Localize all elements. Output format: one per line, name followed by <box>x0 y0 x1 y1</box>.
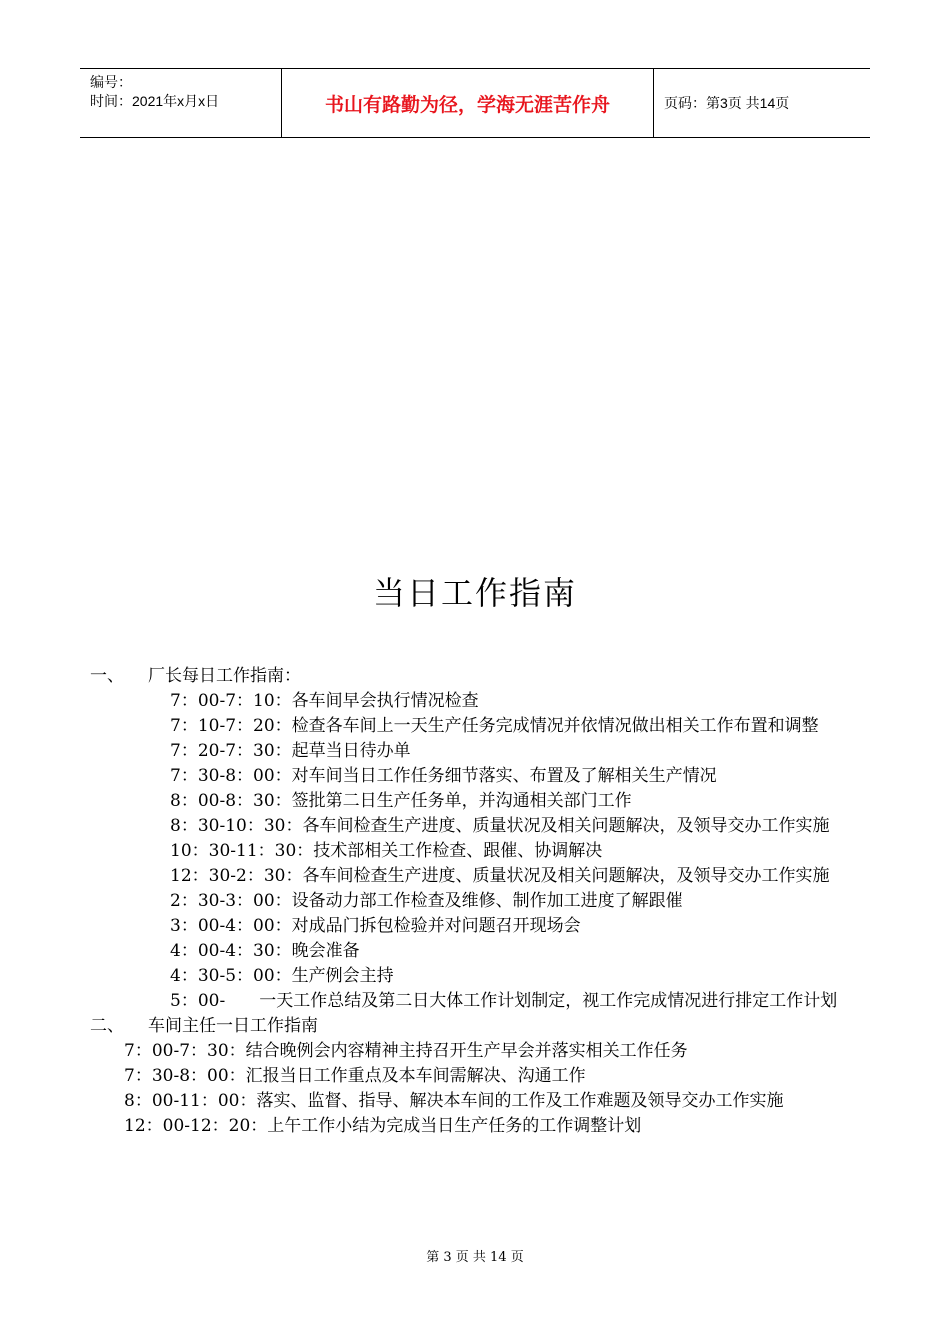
header-meta <box>80 69 282 137</box>
schedule-item: 7：00-7：10：各车间早会执行情况检查 <box>170 691 479 711</box>
schedule-item: 4：00-4：30：晚会准备 <box>170 941 360 961</box>
schedule-item: 8：00-8：30：签批第二日生产任务单，并沟通相关部门工作 <box>170 791 632 811</box>
section-title: 车间主任一日工作指南 <box>148 1016 318 1036</box>
schedule-item: 3：00-4：00：对成品门拆包检验并对问题召开现场会 <box>170 916 581 936</box>
schedule-item: 2：30-3：00：设备动力部工作检查及维修、制作加工进度了解跟催 <box>170 891 683 911</box>
section-heading <box>90 664 870 689</box>
schedule-item: 7：00-7：30：结合晚例会内容精神主持召开生产早会并落实相关工作任务 <box>124 1041 688 1061</box>
page-header <box>80 68 870 138</box>
schedule-item: 12：30-2：30：各车间检查生产进度、质量状况及相关问题解决，及领导交办工作实施 <box>170 866 830 886</box>
header-motto: 书山有路勤为径，学海无涯苦作舟 <box>282 69 654 137</box>
schedule-item: 12：00-12：20：上午工作小结为完成当日生产任务的工作调整计划 <box>124 1116 642 1136</box>
section-number: 一、 <box>90 666 124 686</box>
schedule-item: 7：20-7：30：起草当日待办单 <box>170 741 411 761</box>
document-date: 时间：2021年x月x日 <box>90 93 220 109</box>
schedule-item: 8：00-11：00：落实、监督、指导、解决本车间的工作及工作难题及领导交办工作实施 <box>124 1091 784 1111</box>
schedule-item: 8：30-10：30：各车间检查生产进度、质量状况及相关问题解决，及领导交办工作实施 <box>170 816 830 836</box>
document-title: 当日工作指南 <box>372 574 577 612</box>
document-number-label: 编号： <box>90 74 132 90</box>
page-footer: 第 3 页 共 14 页 <box>426 1250 524 1265</box>
schedule-item: 7：30-8：00：对车间当日工作任务细节落实、布置及了解相关生产情况 <box>170 766 717 786</box>
section-title: 厂长每日工作指南： <box>148 666 301 686</box>
schedule-item: 10：30-11：30：技术部相关工作检查、跟催、协调解决 <box>170 841 603 861</box>
section-heading <box>90 1014 870 1039</box>
section-number: 二、 <box>90 1016 124 1036</box>
schedule-item: 7：10-7：20：检查各车间上一天生产任务完成情况并依情况做出相关工作布置和调整 <box>170 716 819 736</box>
schedule-item: 7：30-8：00：汇报当日工作重点及本车间需解决、沟通工作 <box>124 1066 586 1086</box>
schedule-item: 5：00- 一天工作总结及第二日大体工作计划制定，视工作完成情况进行排定工作计划 <box>170 991 838 1011</box>
document-body <box>90 664 870 1139</box>
schedule-item: 4：30-5：00：生产例会主持 <box>170 966 394 986</box>
header-page-info: 页码：第3页 共14页 <box>664 95 790 111</box>
